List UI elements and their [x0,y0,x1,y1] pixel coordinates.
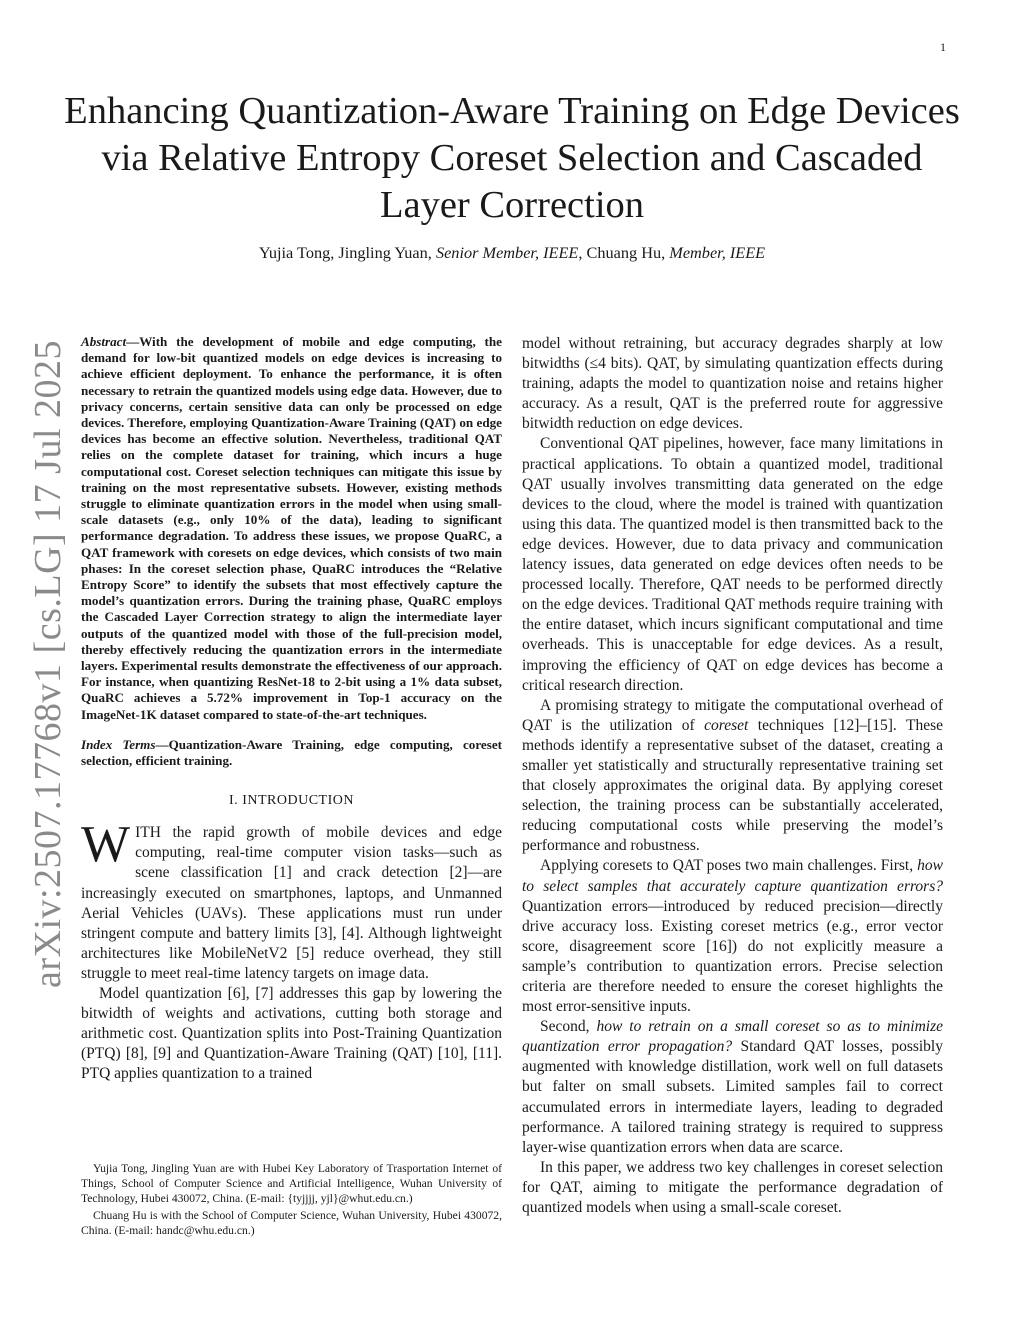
page-number: 1 [940,40,946,54]
intro-paragraph-1 [81,816,502,984]
right-paragraph-1: Conventional QAT pipelines, however, face many limitations in practical applications. To obtain a quantized model, traditional QAT usually involves transmitting data generated on the edge devices to the cloud, where the model is trained with quantization using this data. The quantized model is then transmitted back to the edge devices. However, due to data privacy and communication latency issues, data generated on edge devices often needs to be processed locally. Therefore, QAT needs to be performed directly on the edge devices. Traditional QAT methods require training with the entire dataset, which incurs significant computational and time overheads. This is unacceptable for edge devices. As a result, improving the efficiency of QAT on edge devices has become a critical research direction. [522,435,943,694]
right-paragraph-2-a: A promising strategy to mitigate the computational overhead of QAT is the utilization of [522,696,943,734]
right-paragraph-3-em: how to select samples that accurately capture quantization errors? [522,857,943,895]
abstract-text: —With the development of mobile and edge computing, the demand for low-bit quantized models on edge devices is increasing to achieve efficient deployment. To enhance the performance, it is often necessary to retrain the quantized models using edge data. However, due to privacy concerns, certain sensitive data can only be processed on edge devices. Therefore, employing Quantization-Aware Training (QAT) on edge devices has become an effective solution. Nevertheless, traditional QAT relies on the complete dataset for training, which incurs a huge computational cost. Coreset selection techniques can mitigate this issue by training on the most representative subsets. However, existing methods struggle to eliminate quantization errors in the model when using small-scale datasets (e.g., only 10% of the data), leading to significant performance degradation. To address these issues, we propose QuaRC, a QAT framework with coresets on edge devices, which consists of two main phases: In the coreset selection phase, QuaRC introduces the “Relative Entropy Score” to identify the subsets that most effectively capture the model’s quantization errors. During the training phase, QuaRC employs the Cascaded Layer Correction strategy to align the intermediate layer outputs of the quantized model with those of the full-precision model, thereby effectively reducing the quantization errors in the intermediate layers. Experimental results demonstrate the effectiveness of our approach. For instance, when quantizing ResNet-18 to 2-bit using a 1% data subset, QuaRC achieves a 5.72% improvement in Top-1 accuracy on the ImageNet-1K dataset compared to state-of-the-art techniques. [81,334,502,722]
right-paragraph-4-em: how to retrain on a small coreset so as to minimize quantization error propagation? [522,1018,943,1056]
left-column [81,334,502,1085]
index-terms-text: —Quantization-Aware Training, edge computing, coreset selection, efficient training. [81,736,502,769]
arxiv-identifier: arXiv:2507.17768v1 [cs.LG] 17 Jul 2025 [27,339,69,989]
section-heading-introduction [81,793,502,809]
intro-paragraph-2: Model quantization [6], [7] addresses this gap by lowering the bitwidth of weights and activations, cutting both storage and arithmetic cost. Quantization splits into Post-Training Quantization (PTQ) [8], [9] and Quantization-Aware Training (QAT) [10], [11]. PTQ applies quantization to a trained [81,985,502,1083]
abstract [81,334,502,723]
right-paragraph-2 [522,696,943,857]
index-terms-label: Index Terms [81,736,156,752]
right-column [522,334,943,1218]
right-paragraph-4-b: Standard QAT losses, possibly augmented with knowledge distillation, work well on full datasets but falter on small subsets. Limited samples fail to correct accumulated errors in intermediate layers, leading to degraded performance. A tailored training strategy is required to suppress layer-wise quantization errors when data are scarce. [522,1038,943,1156]
author-role-1: Senior Member, IEEE [435,243,579,262]
section-number: I. [229,793,243,809]
footnote-affiliation-1: Yujia Tong, Jingling Yuan are with Hubei Key Laboratory of Trasportation Internet of Things, School of Computer Science and Artificial Intelligence, Wuhan University of Technology, Hubei 430072, China. (E-mail: {tyjjjj, yjl}@whut.edu.cn.) [81,1162,502,1206]
section-title-initial: I [242,793,248,809]
paper-title: Enhancing Quantization-Aware Training on Edge Devices via Relative Entropy Coreset Selection and Cascaded Layer Correction [64,90,960,226]
right-paragraph-4 [522,1017,943,1158]
author-line [60,243,964,263]
right-paragraph-5: In this paper, we address two key challenges in coreset selection for QAT, aiming to mitigate the performance degradation of quantized models when using a small-scale coreset. [522,1158,943,1217]
intro-paragraph-1-text: ITH the rapid growth of mobile devices and edge computing, real-time computer vision tasks—such as scene classification [1] and crack detection [2]—are increasingly executed on smartphones, laptops, and Unmanned Aerial Vehicles (UAVs). These applications must run under stringent compute and battery limits [3], [4]. Although lightweight architectures like MobileNetV2 [5] reduce overhead, they still struggle to meet real-time latency targets on image data. [81,824,502,982]
footnotes [81,1161,502,1238]
footnote-affiliation-2: Chuang Hu is with the School of Computer Science, Wuhan University, Hubei 430072, China. (E-mail: handc@whu.edu.cn.) [81,1208,502,1237]
right-paragraph-3 [522,856,943,1017]
abstract-label: Abstract [81,334,127,349]
arxiv-side-stamp [20,339,76,989]
right-paragraph-3-b: Quantization errors—introduced by reduced precision—directly drive accuracy loss. Existing coreset metrics (e.g., error vector score, disagreement score [16]) do not explicitly measure a sample’s contribution to quantization errors. Precise selection criteria are therefore needed to ensure the coreset highlights the most error-sensitive inputs. [522,897,943,1016]
author-names-1: Yujia Tong, Jingling Yuan, [258,243,436,262]
right-paragraph-2-b: techniques [12]–[15]. These methods identify a representative subset of the dataset, creating a smaller yet statistically and structurally representative training set that closely approximates the original data. By applying coreset selection, the training process can be substantially accelerated, reducing computational costs while preserving the model’s performance and robustness. [522,716,943,855]
right-paragraph-2-em: coreset [704,716,749,734]
author-names-2: , Chuang Hu, [578,243,670,262]
right-paragraph-4-a: Second, [540,1018,597,1036]
section-title-rest: NTRODUCTION [247,793,354,809]
right-paragraph-3-a: Applying coresets to QAT poses two main challenges. First, [540,857,918,875]
drop-cap: W [81,816,131,874]
index-terms [81,737,502,769]
right-paragraph-continued: model without retraining, but accuracy degrades sharply at low bitwidths (≤4 bits). QAT, by simulating quantization effects during training, adapts the model to quantization noise and retains higher accuracy. As a result, QAT is the preferred route for aggressive bitwidth reduction on edge devices. [522,335,943,433]
author-role-2: Member, IEEE [669,243,766,262]
